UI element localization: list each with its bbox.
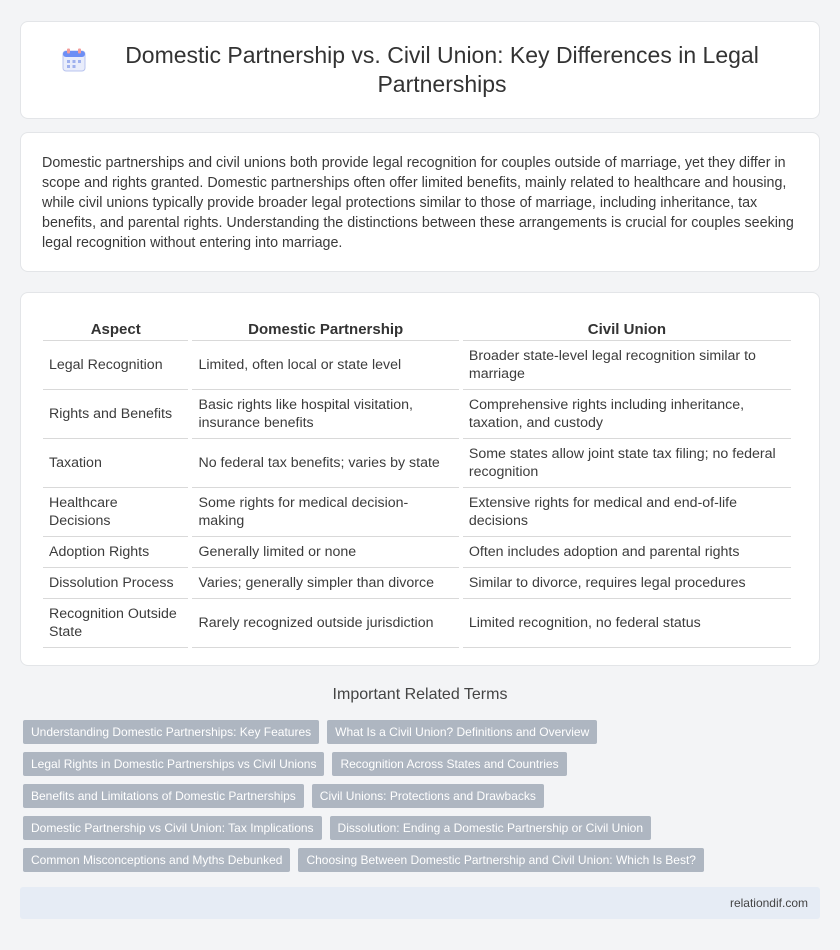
aspect-cell: Dissolution Process	[43, 568, 188, 599]
table-row	[43, 390, 791, 439]
domestic-partnership-cell: Rarely recognized outside jurisdiction	[192, 599, 458, 648]
civil-union-cell: Some states allow joint state tax filing; no federal recognition	[463, 439, 791, 488]
aspect-cell: Legal Recognition	[43, 341, 188, 390]
table-row	[43, 599, 791, 648]
table-row	[43, 341, 791, 390]
related-term-link[interactable]: Recognition Across States and Countries	[332, 752, 566, 776]
header-aspect: Aspect	[43, 311, 188, 341]
comparison-table	[39, 311, 795, 648]
related-terms-title: Important Related Terms	[332, 686, 508, 703]
related-term-link[interactable]: Common Misconceptions and Myths Debunked	[23, 848, 290, 872]
table-row	[43, 439, 791, 488]
header-civil-union: Civil Union	[463, 311, 791, 341]
civil-union-cell: Similar to divorce, requires legal procedures	[463, 568, 791, 599]
domestic-partnership-cell: Varies; generally simpler than divorce	[192, 568, 458, 599]
civil-union-cell: Often includes adoption and parental rights	[463, 537, 791, 568]
related-term-link[interactable]: Understanding Domestic Partnerships: Key Features	[23, 720, 319, 744]
aspect-cell: Taxation	[43, 439, 188, 488]
civil-union-cell: Limited recognition, no federal status	[463, 599, 791, 648]
domestic-partnership-cell: No federal tax benefits; varies by state	[192, 439, 458, 488]
page-title: Domestic Partnership vs. Civil Union: Key Differences in Legal Partnerships	[125, 42, 759, 97]
related-term-link[interactable]: Domestic Partnership vs Civil Union: Tax Implications	[23, 816, 322, 840]
related-term-link[interactable]: Choosing Between Domestic Partnership and Civil Union: Which Is Best?	[298, 848, 704, 872]
comparison-table-card	[20, 292, 820, 666]
domestic-partnership-cell: Some rights for medical decision-making	[192, 488, 458, 537]
related-terms-list	[23, 720, 813, 880]
related-term-link[interactable]: What Is a Civil Union? Definitions and Overview	[327, 720, 597, 744]
aspect-cell: Recognition Outside State	[43, 599, 188, 648]
table-row	[43, 568, 791, 599]
civil-union-cell: Comprehensive rights including inheritance, taxation, and custody	[463, 390, 791, 439]
aspect-cell: Healthcare Decisions	[43, 488, 188, 537]
calendar-icon	[61, 47, 87, 73]
site-name[interactable]: relationdif.com	[729, 896, 808, 910]
domestic-partnership-cell: Generally limited or none	[192, 537, 458, 568]
header-card	[20, 21, 820, 119]
related-term-link[interactable]: Legal Rights in Domestic Partnerships vs Civil Unions	[23, 752, 324, 776]
intro-card	[20, 132, 820, 272]
related-term-link[interactable]: Dissolution: Ending a Domestic Partnership or Civil Union	[330, 816, 651, 840]
table-row	[43, 537, 791, 568]
table-row	[43, 488, 791, 537]
aspect-cell: Adoption Rights	[43, 537, 188, 568]
domestic-partnership-cell: Basic rights like hospital visitation, insurance benefits	[192, 390, 458, 439]
related-term-link[interactable]: Civil Unions: Protections and Drawbacks	[312, 784, 544, 808]
domestic-partnership-cell: Limited, often local or state level	[192, 341, 458, 390]
related-term-link[interactable]: Benefits and Limitations of Domestic Partnerships	[23, 784, 304, 808]
aspect-cell: Rights and Benefits	[43, 390, 188, 439]
table-header-row	[43, 311, 791, 341]
header-domestic-partnership: Domestic Partnership	[192, 311, 458, 341]
civil-union-cell: Extensive rights for medical and end-of-life decisions	[463, 488, 791, 537]
intro-paragraph: Domestic partnerships and civil unions both provide legal recognition for couples outside of marriage, yet they differ in scope and rights granted. Domestic partnerships often offer limited benefits, mainly related to healthcare and housing, while civil unions typically provide broader legal protections similar to those of marriage, including inheritance, tax benefits, and parental rights. Understanding the distinctions between these arrangements is crucial for couples seeking legal recognition without entering into marriage.	[42, 155, 794, 251]
footer-bar	[20, 887, 820, 919]
civil-union-cell: Broader state-level legal recognition similar to marriage	[463, 341, 791, 390]
